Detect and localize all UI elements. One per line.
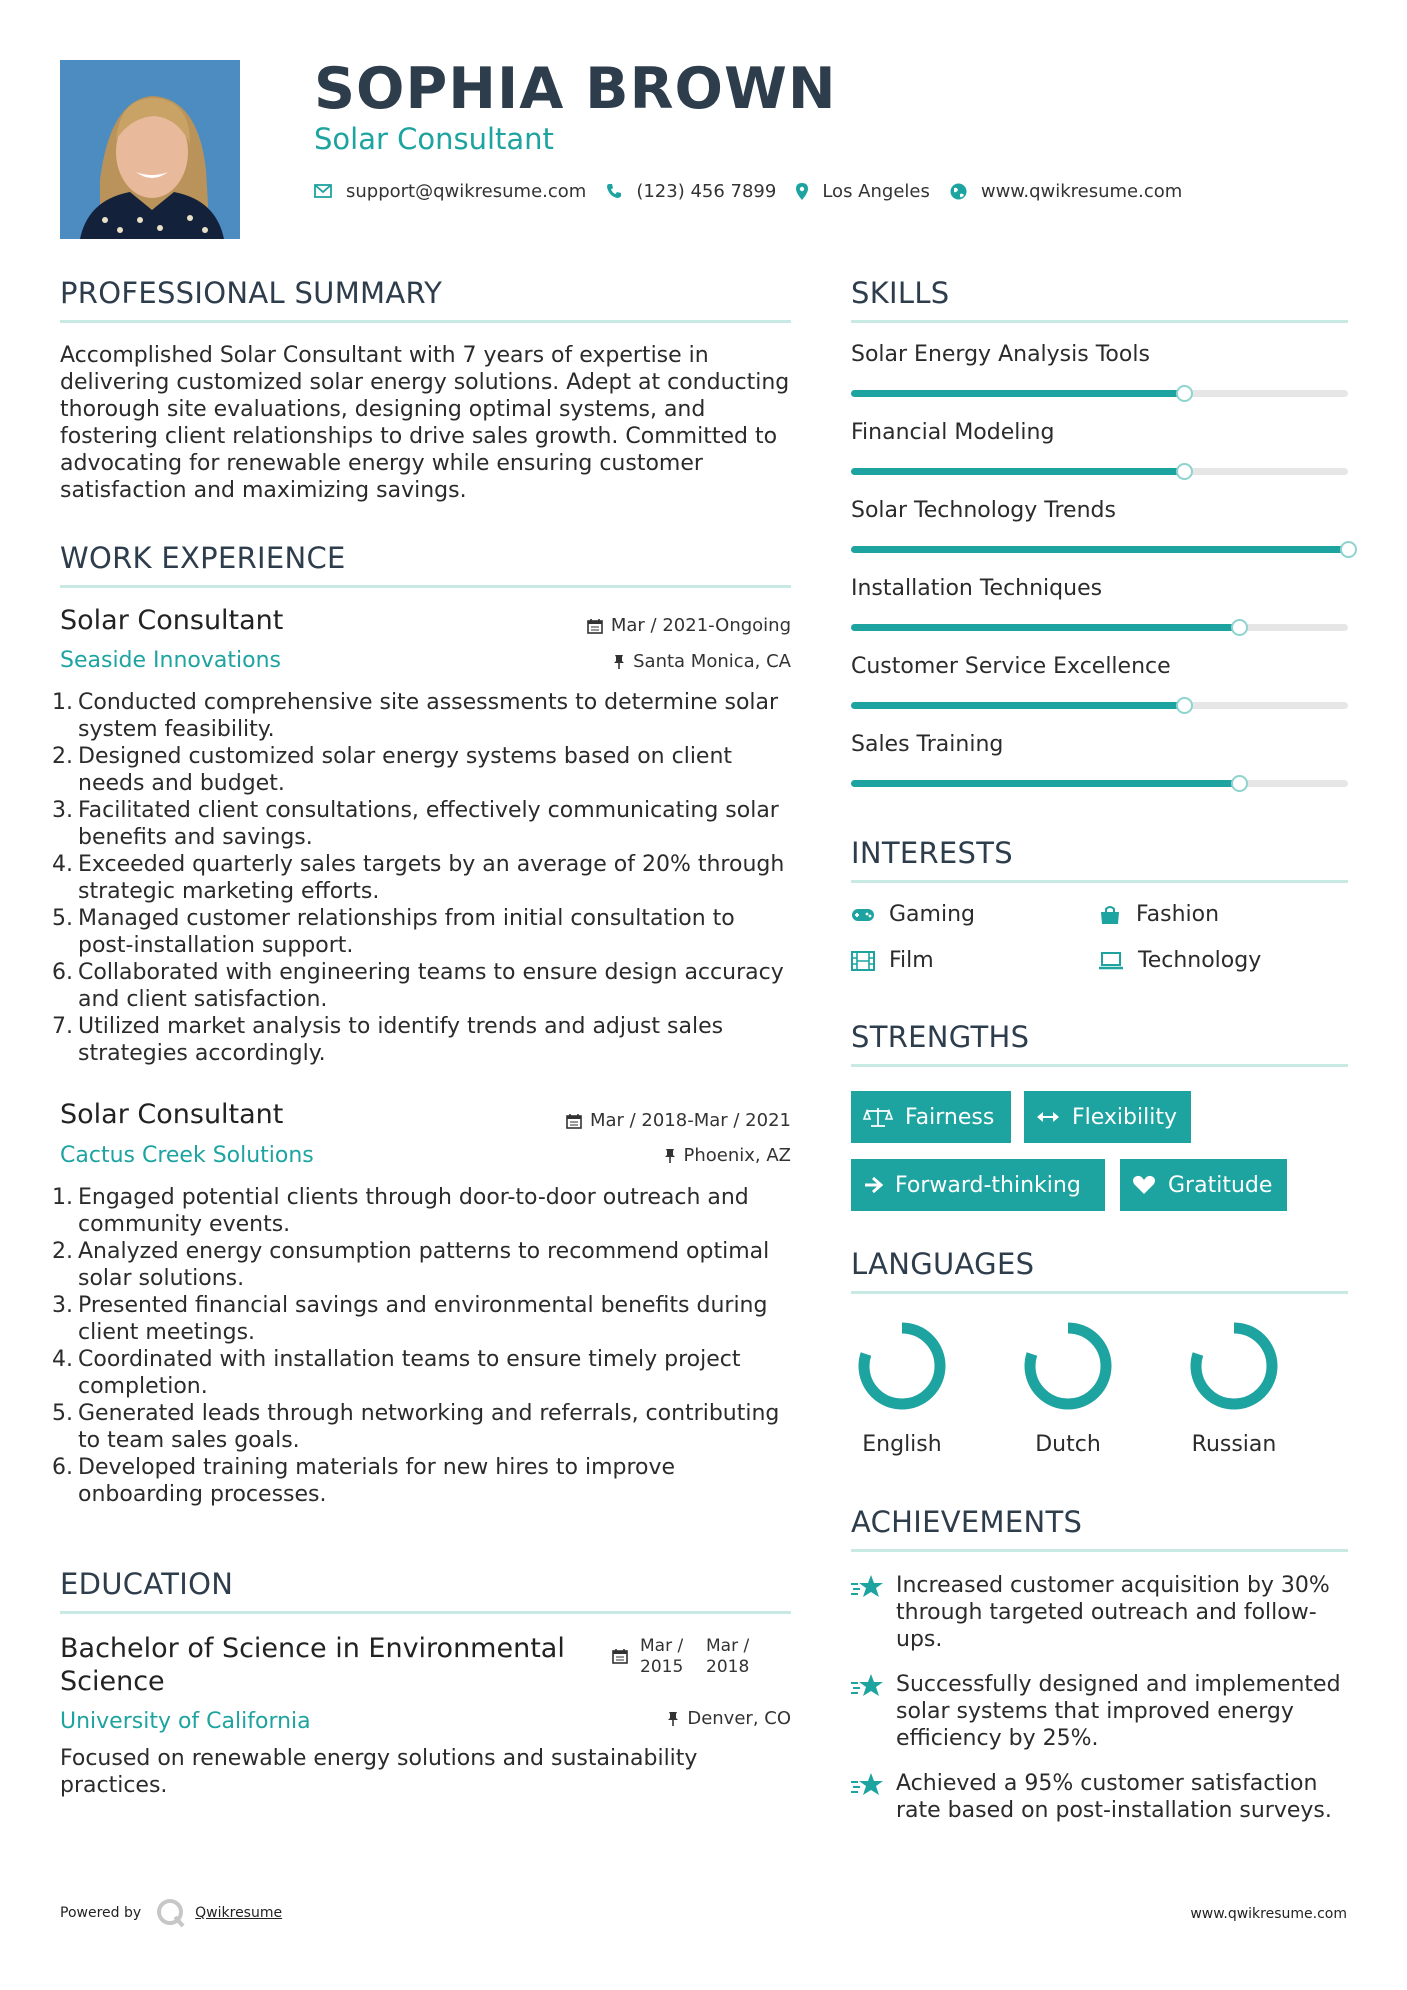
education-location xyxy=(667,1708,791,1729)
powered-by-text: Powered by xyxy=(60,1905,142,1921)
job-title: Solar Consultant xyxy=(314,122,554,156)
language-ring xyxy=(1188,1320,1280,1412)
arrow-right-icon xyxy=(863,1176,883,1194)
phone-text: (123) 456 7899 xyxy=(636,180,777,202)
skill-label: Customer Service Excellence xyxy=(851,654,1171,679)
strengths-heading: STRENGTHS xyxy=(851,1020,1030,1054)
interest-film xyxy=(851,948,934,973)
footer-powered-by xyxy=(60,1898,282,1928)
summary-rule xyxy=(60,320,791,323)
job-1-company: Seaside Innovations xyxy=(60,648,281,673)
achievement-text: Successfully designed and implemented solar systems that improved energy efficiency by 25%. xyxy=(896,1672,1341,1751)
list-item: 3. Facilitated client consultations, effectively communicating solar benefits and savings. xyxy=(52,798,779,850)
interest-technology xyxy=(1098,948,1261,973)
phone-icon xyxy=(606,183,622,199)
skill-bar xyxy=(851,780,1348,787)
calendar-icon xyxy=(566,1113,582,1129)
education-dates xyxy=(612,1636,766,1678)
contact-location xyxy=(796,181,930,202)
list-item: 6. Collaborated with engineering teams to ensure design accuracy and client satisfaction. xyxy=(52,960,784,1012)
job-1-dates-text: Mar / 2021-Ongoing xyxy=(610,615,791,636)
interest-label: Technology xyxy=(1138,948,1262,973)
languages-heading: LANGUAGES xyxy=(851,1247,1035,1281)
pushpin-icon xyxy=(613,654,625,670)
skill-level-knob xyxy=(1176,463,1193,480)
list-item: 7. Utilized market analysis to identify trends and adjust sales strategies accordingly. xyxy=(52,1014,724,1066)
strength-label: Forward-thinking xyxy=(895,1172,1081,1198)
gamepad-icon xyxy=(851,907,875,923)
language-label: English xyxy=(862,1432,942,1457)
achievements-heading: ACHIEVEMENTS xyxy=(851,1505,1083,1539)
education-description: Focused on renewable energy solutions and sustainability practices. xyxy=(60,1746,698,1798)
skill-label: Solar Technology Trends xyxy=(851,498,1116,523)
email-text: support@qwikresume.com xyxy=(346,180,587,202)
website-text: www.qwikresume.com xyxy=(980,180,1183,202)
strengths-rule xyxy=(851,1064,1348,1067)
achievement-item xyxy=(851,1770,1351,1824)
pushpin-icon xyxy=(667,1711,679,1727)
skill-label: Solar Energy Analysis Tools xyxy=(851,342,1150,367)
list-item: 2. Designed customized solar energy systems based on client needs and budget. xyxy=(52,744,733,796)
star-icon xyxy=(851,1574,885,1600)
skill-level-knob xyxy=(1231,619,1248,636)
job-2-location xyxy=(664,1145,792,1166)
arrows-horizontal-icon xyxy=(1036,1110,1060,1124)
list-item: 4. Exceeded quarterly sales targets by an average of 20% through strategic marketing efforts. xyxy=(52,852,785,904)
contact-website[interactable] xyxy=(950,181,1182,202)
strength-gratitude xyxy=(1120,1159,1287,1211)
experience-heading: WORK EXPERIENCE xyxy=(60,541,346,575)
education-rule xyxy=(60,1611,791,1614)
education-date-start: Mar / 2015 xyxy=(640,1636,684,1677)
job-1-location-text: Santa Monica, CA xyxy=(633,651,791,672)
language-ring xyxy=(1022,1320,1114,1412)
list-item: 1. Engaged potential clients through door-to-door outreach and community events. xyxy=(52,1185,749,1237)
language-label: Dutch xyxy=(1035,1432,1101,1457)
list-item: 2. Analyzed energy consumption patterns to recommend optimal solar solutions. xyxy=(52,1239,770,1291)
language-label: Russian xyxy=(1191,1432,1277,1457)
pushpin-icon xyxy=(664,1148,676,1164)
job-2-dates xyxy=(566,1110,791,1131)
achievement-item xyxy=(851,1671,1351,1752)
skill-bar-fill xyxy=(851,780,1239,787)
experience-rule xyxy=(60,585,791,588)
skills-rule xyxy=(851,320,1348,323)
job-2-company: Cactus Creek Solutions xyxy=(60,1143,314,1168)
job-2-title: Solar Consultant xyxy=(60,1099,284,1130)
calendar-icon xyxy=(587,618,603,634)
job-1-title: Solar Consultant xyxy=(60,605,284,636)
heart-icon xyxy=(1132,1175,1156,1195)
achievement-text: Increased customer acquisition by 30% through targeted outreach and follow-ups. xyxy=(896,1573,1330,1652)
degree-title: Bachelor of Science in Environmental Science xyxy=(60,1633,565,1697)
balance-scale-icon xyxy=(863,1106,893,1128)
job-2-bullets xyxy=(52,1184,795,1508)
language-ring xyxy=(856,1320,948,1412)
envelope-icon xyxy=(314,184,332,198)
summary-text: Accomplished Solar Consultant with 7 years of expertise in delivering customized solar energy solutions. Adept at conducting thorough site evaluations, designing optimal systems, and fostering client relationships to drive sales growth. Committed to advocating for renewable energy while ensuring customer satisfaction and maximizing savings. xyxy=(60,343,790,503)
calendar-icon xyxy=(612,1648,628,1664)
strength-fairness xyxy=(851,1091,1011,1143)
profile-photo xyxy=(60,60,240,239)
languages-rule xyxy=(851,1291,1348,1294)
skill-bar xyxy=(851,546,1348,553)
strength-label: Flexibility xyxy=(1072,1104,1177,1130)
skill-bar-fill xyxy=(851,702,1184,709)
footer-url[interactable]: www.qwikresume.com xyxy=(1190,1906,1347,1922)
job-2-location-text: Phoenix, AZ xyxy=(683,1145,791,1166)
film-icon xyxy=(851,951,875,971)
language-ring-arc xyxy=(1030,1328,1106,1404)
globe-icon xyxy=(950,183,967,200)
skill-bar-fill xyxy=(851,390,1184,397)
shopping-bag-icon xyxy=(1098,905,1122,925)
skill-level-knob xyxy=(1231,775,1248,792)
strength-forward-thinking xyxy=(851,1159,1105,1211)
skill-level-knob xyxy=(1340,541,1357,558)
education-date-end: Mar / 2018 xyxy=(706,1636,750,1677)
skill-bar xyxy=(851,702,1348,709)
education-heading: EDUCATION xyxy=(60,1567,234,1601)
skill-label: Financial Modeling xyxy=(851,420,1055,445)
candidate-name: SOPHIA BROWN xyxy=(314,56,837,122)
contact-email[interactable] xyxy=(314,181,586,202)
job-1-bullets xyxy=(52,689,795,1067)
star-icon xyxy=(851,1673,885,1699)
summary-heading: PROFESSIONAL SUMMARY xyxy=(60,276,443,310)
skill-label: Sales Training xyxy=(851,732,1004,757)
interest-gaming xyxy=(851,902,975,927)
qwikresume-logo-icon xyxy=(155,1898,187,1928)
laptop-icon xyxy=(1098,952,1124,970)
language-ring-arc xyxy=(1196,1328,1272,1404)
contact-phone[interactable] xyxy=(606,181,776,202)
skill-level-knob xyxy=(1176,697,1193,714)
location-text: Los Angeles xyxy=(822,180,930,202)
skill-bar xyxy=(851,624,1348,631)
map-pin-icon xyxy=(796,183,808,200)
job-2-dates-text: Mar / 2018-Mar / 2021 xyxy=(589,1110,791,1131)
education-location-text: Denver, CO xyxy=(687,1708,791,1729)
list-item: 4. Coordinated with installation teams to ensure timely project completion. xyxy=(52,1347,741,1399)
list-item: 6. Developed training materials for new hires to improve onboarding processes. xyxy=(52,1455,676,1507)
skill-bar-fill xyxy=(851,546,1348,553)
interest-label: Film xyxy=(889,948,934,973)
skills-heading: SKILLS xyxy=(851,276,950,310)
skill-bar-fill xyxy=(851,624,1239,631)
achievements-rule xyxy=(851,1549,1348,1552)
list-item: 5. Generated leads through networking and referrals, contributing to team sales goals. xyxy=(52,1401,780,1453)
interest-label: Gaming xyxy=(889,902,975,927)
interests-rule xyxy=(851,880,1348,883)
job-1-location xyxy=(613,651,791,672)
skill-label: Installation Techniques xyxy=(851,576,1103,601)
school-name: University of California xyxy=(60,1709,311,1734)
achievement-text: Achieved a 95% customer satisfaction rate based on post-installation surveys. xyxy=(896,1771,1332,1823)
strength-flexibility xyxy=(1024,1091,1191,1143)
skill-bar xyxy=(851,390,1348,397)
list-item: 5. Managed customer relationships from initial consultation to post-installation support. xyxy=(52,906,735,958)
job-1-dates xyxy=(587,615,791,636)
skill-bar xyxy=(851,468,1348,475)
strength-label: Gratitude xyxy=(1168,1172,1273,1198)
qwikresume-link[interactable]: Qwikresume xyxy=(195,1905,283,1921)
interest-fashion xyxy=(1098,902,1219,927)
contact-bar xyxy=(314,178,1202,204)
star-icon xyxy=(851,1772,885,1798)
language-ring-arc xyxy=(864,1328,940,1404)
skill-bar-fill xyxy=(851,468,1184,475)
interests-heading: INTERESTS xyxy=(851,836,1013,870)
achievement-item xyxy=(851,1572,1351,1653)
list-item: 1. Conducted comprehensive site assessments to determine solar system feasibility. xyxy=(52,690,779,742)
list-item: 3. Presented financial savings and environmental benefits during client meetings. xyxy=(52,1293,768,1345)
interest-label: Fashion xyxy=(1136,902,1220,927)
strength-label: Fairness xyxy=(905,1104,995,1130)
skill-level-knob xyxy=(1176,385,1193,402)
